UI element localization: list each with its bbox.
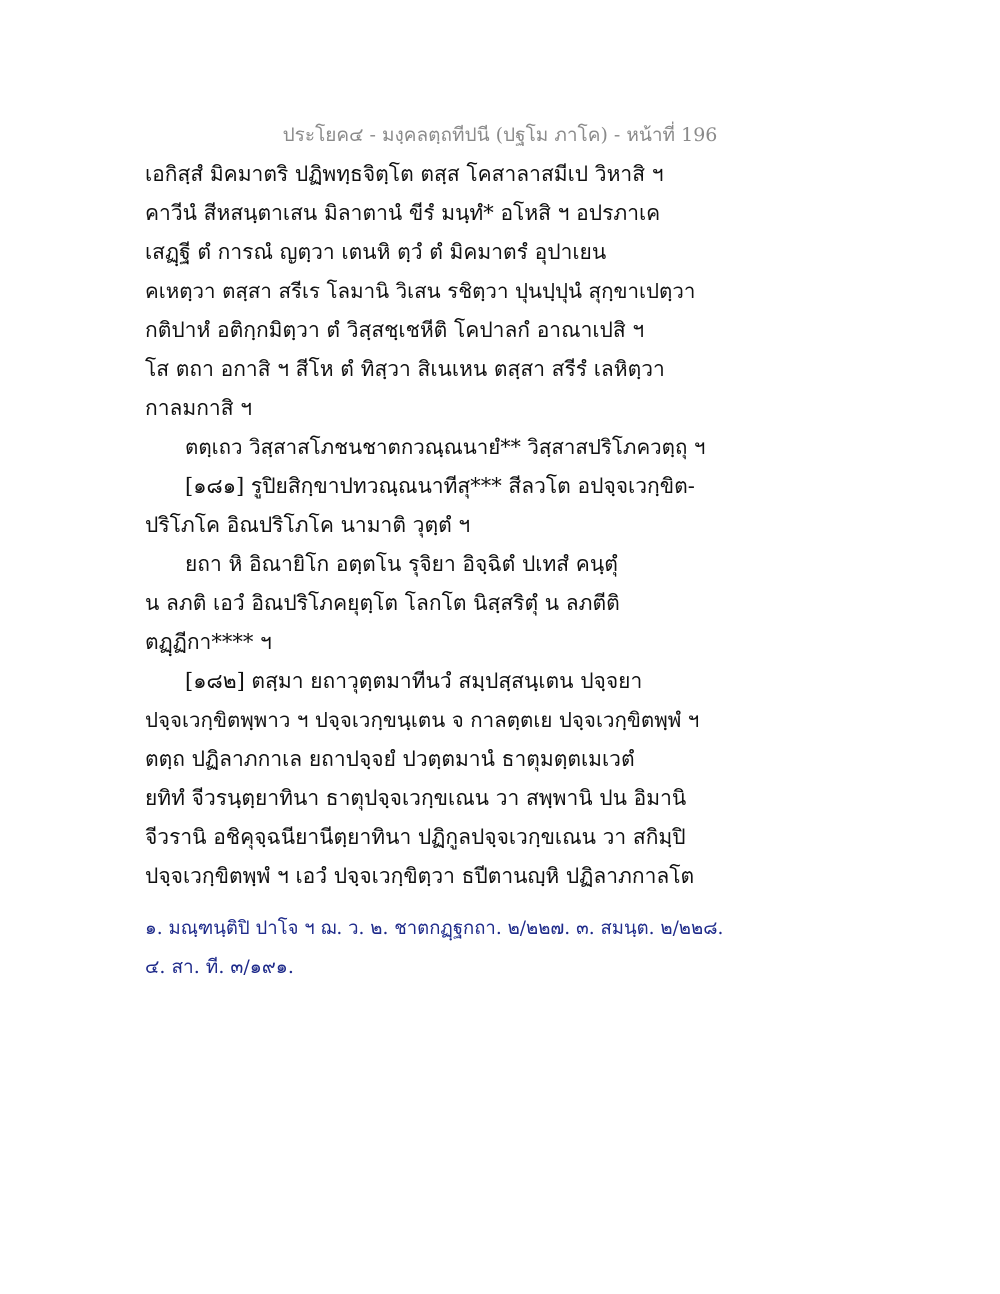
text-line: กาลมกาสิ ฯ [145, 396, 253, 420]
text-line: โส ตถา อกาสิ ฯ สีโห ตํ ทิสฺวา สิเนเหน ตสฺสา สรีรํ เลหิตฺวา [145, 357, 665, 381]
page-header: ประโยค๔ - มงฺคลตฺถทีปนี (ปฐโม ภาโค) - หน้าที่ 196 [282, 124, 718, 146]
text-line: ตตฺเถว วิสฺสาสโภชนชาตกวณฺณนายํ** วิสฺสาสปริโภควตฺถุ ฯ [185, 435, 706, 459]
text-line: ปริโภโค อิณปริโภโค นามาติ วุตฺตํ ฯ [145, 513, 471, 537]
text-line: คเหตฺวา ตสฺสา สรีเร โลมานิ วิเสน รชิตฺวา ปุนปฺปุนํ สุกฺขาเปตฺวา [145, 279, 696, 303]
text-line: [๑๘๑] รูปิยสิกฺขาปทวณฺณนาทีสุ*** สีลวโต อปจฺจเวกฺขิต- [185, 474, 695, 498]
text-line: เสฏฺฐี ตํ การณํ ญตฺวา เตนหิ ตฺวํ ตํ มิคมาตรํ อุปาเยน [145, 240, 607, 264]
text-line: ตตฺถ ปฏิลาภกาเล ยถาปจฺจยํ ปวตฺตมานํ ธาตุมตฺตเมเวตํ [145, 747, 635, 771]
footnote-line: ๑. มณฺฑนฺติปิ ปาโจ ฯ ฌ. ว. ๒. ชาตกฏฺฐกถา. ๒/๒๒๗. ๓. สมนฺต. ๒/๒๒๘. [145, 918, 724, 939]
text-line: คาวีนํ สีหสนฺตาเสน มิลาตานํ ขีรํ มนฺทํ* อโหสิ ฯ อปรภาเค [145, 201, 661, 225]
text-line: กติปาหํ อติกฺกมิตฺวา ตํ วิสฺสชฺเชหีติ โคปาลกํ อาณาเปสิ ฯ [145, 318, 645, 342]
text-line: ปจฺจเวกฺขิตพฺพาว ฯ ปจฺจเวกฺขนฺเตน จ กาลตฺตเย ปจฺจเวกฺขิตพฺพํ ฯ [145, 708, 700, 732]
text-line: ยทิทํ จีวรนฺตฺยาทินา ธาตุปจฺจเวกฺขเณน วา สพฺพานิ ปน อิมานิ [145, 786, 687, 810]
text-line: จีวรานิ อชิคุจฺฉนียานีตฺยาทินา ปฏิกูลปจฺจเวกฺขเณน วา สกิมฺปิ [145, 825, 686, 849]
text-line: น ลภติ เอวํ อิณปริโภคยุตฺโต โลกโต นิสฺสริตุํ น ลภตีติ [145, 591, 620, 615]
text-line: ยถา หิ อิณายิโก อตฺตโน รุจิยา อิจฺฉิตํ ปเทสํ คนฺตุํ [185, 552, 618, 576]
text-line: เอกิสฺสํ มิคมาตริ ปฏิพทฺธจิตฺโต ตสฺส โคสาลาสมีเป วิหาสิ ฯ [145, 162, 664, 186]
footnotes [145, 910, 725, 986]
text-line: ปจฺจเวกฺขิตพฺพํ ฯ เอวํ ปจฺจเวกฺขิตฺวา ธปีตานญฺหิ ปฏิลาภกาลโต [145, 864, 695, 888]
main-text [145, 155, 705, 896]
footnote-line: ๔. สา. ที. ๓/๑๙๑. [145, 956, 294, 978]
text-line: [๑๘๒] ตสฺมา ยถาวุตฺตมาทีนวํ สมฺปสฺสนฺเตน ปจฺจยา [185, 669, 643, 693]
text-line: ตฏฺฏีกา**** ฯ [145, 630, 272, 654]
